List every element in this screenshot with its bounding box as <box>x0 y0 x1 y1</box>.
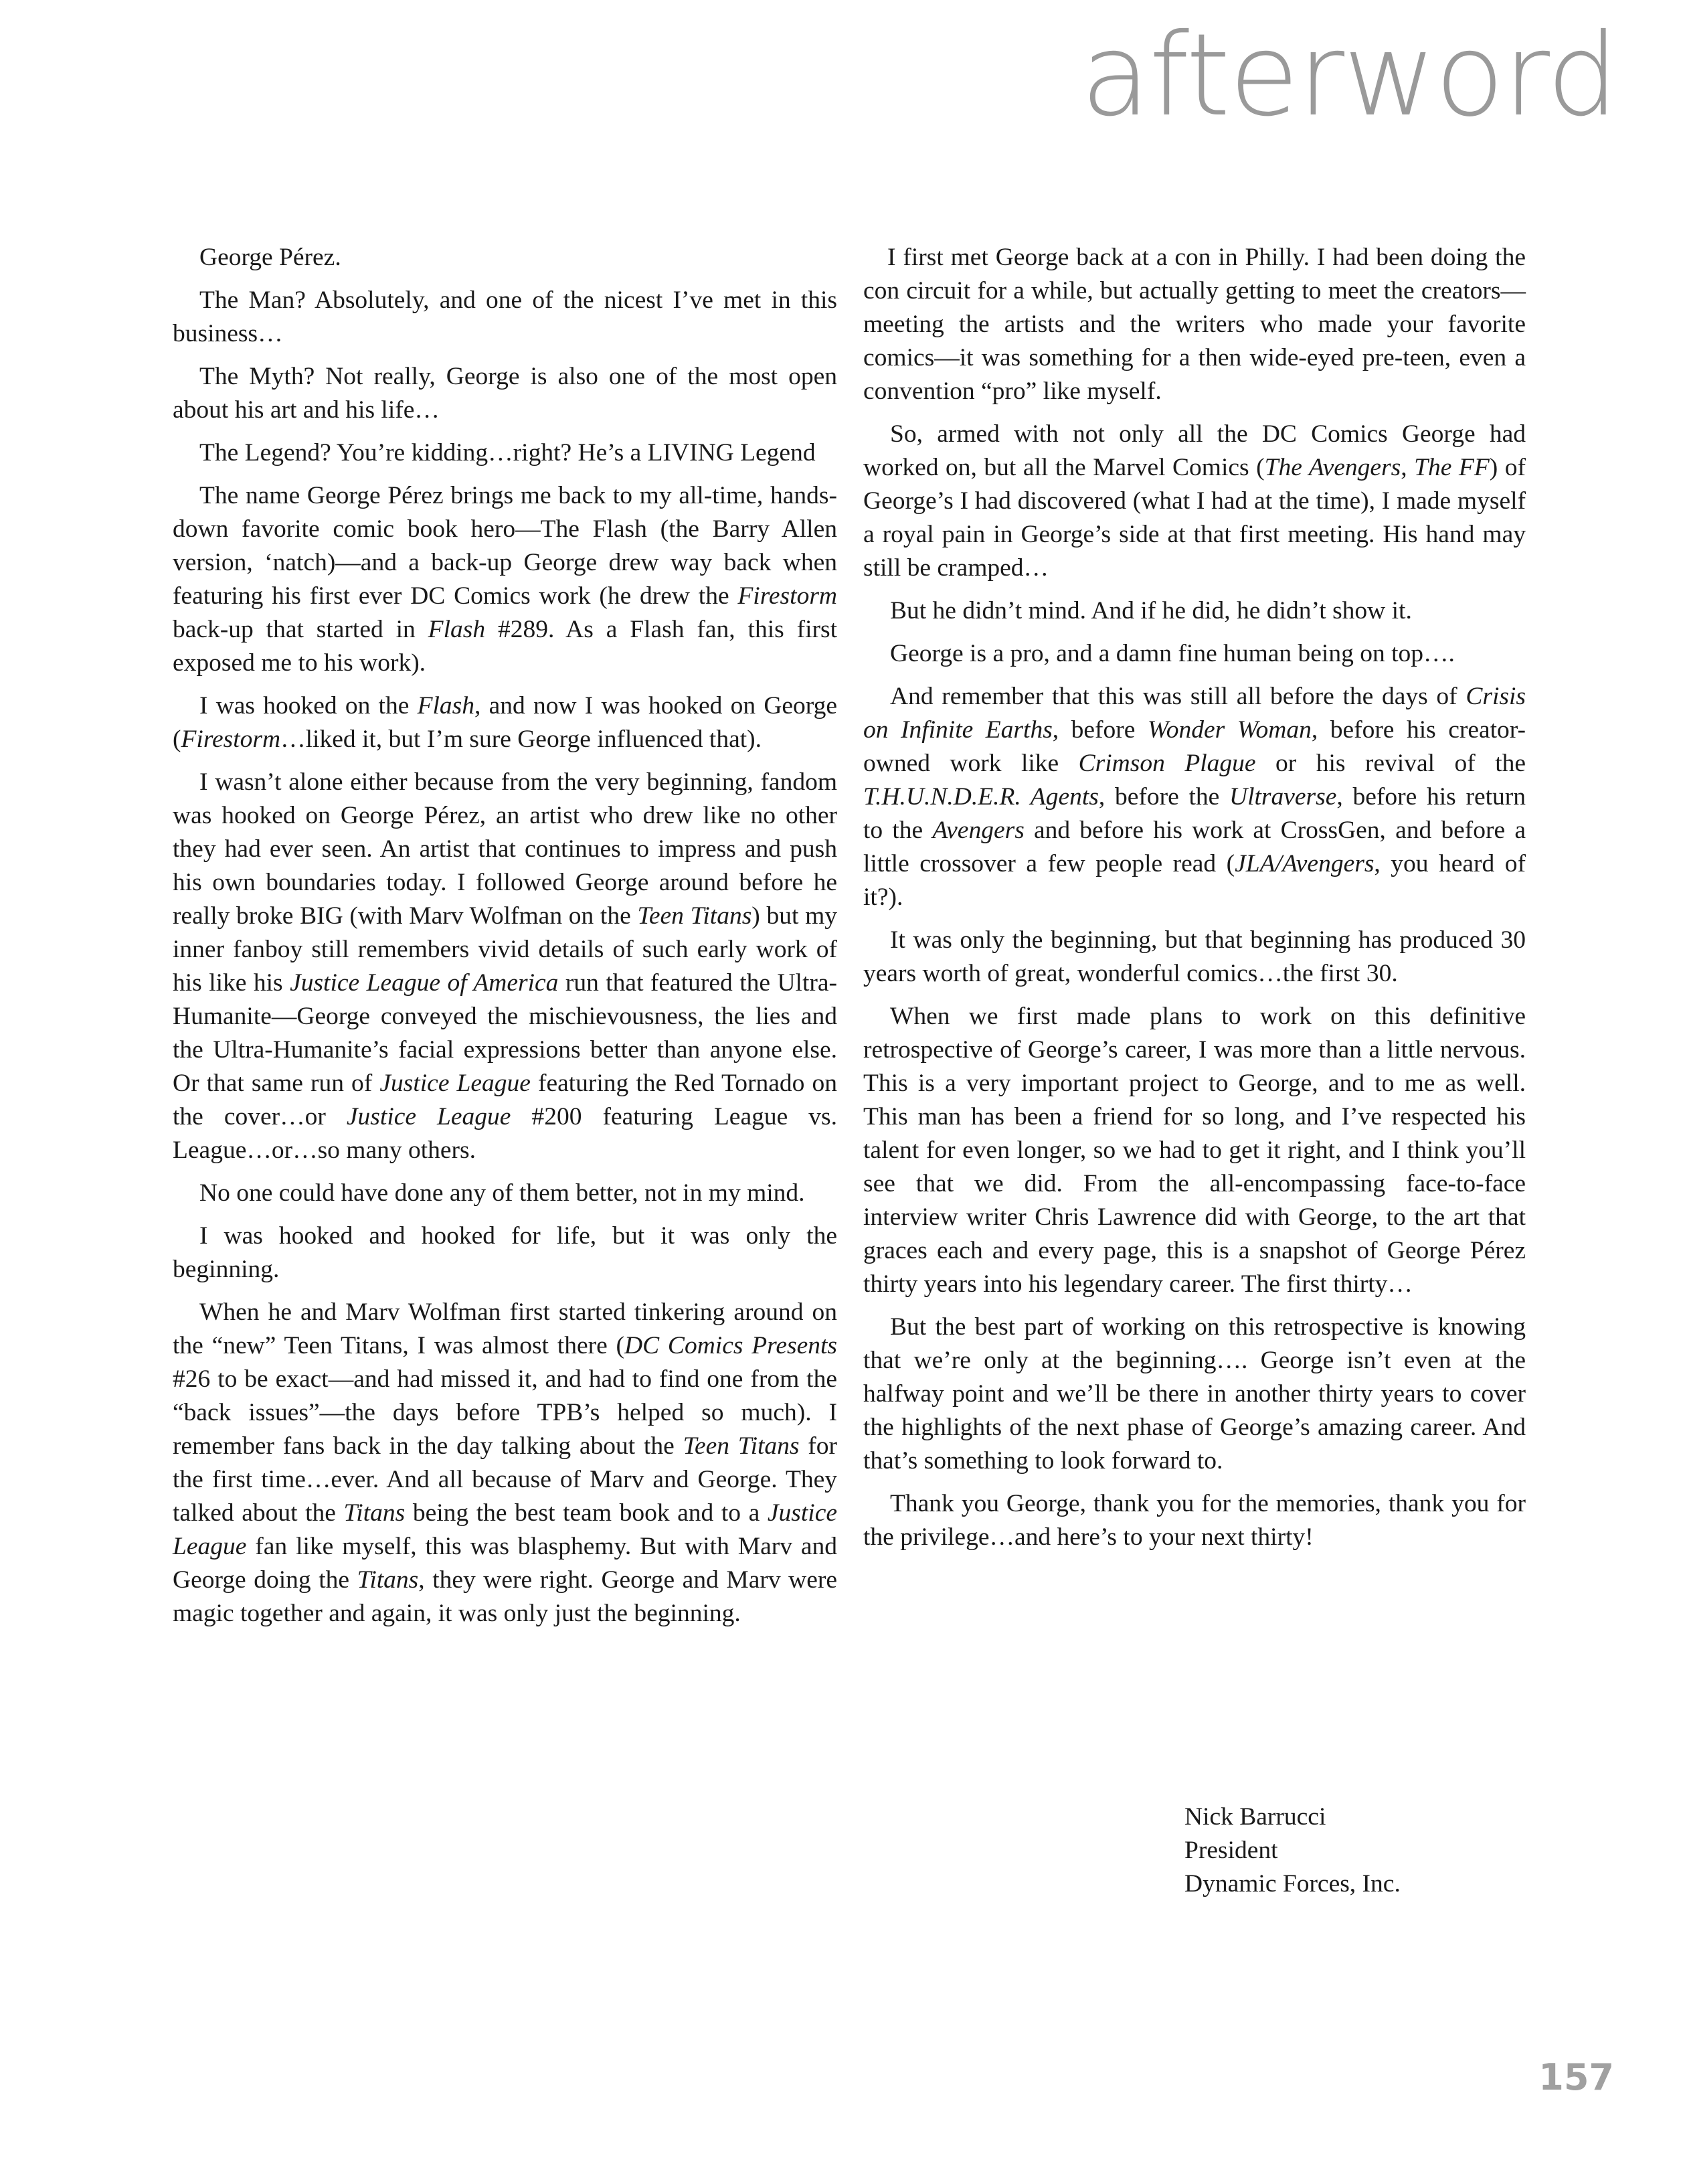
section-title: afterword <box>1080 9 1617 142</box>
paragraph: The Myth? Not really, George is also one of the most open about his art and his life… <box>173 363 837 424</box>
paragraph: The Legend? You’re kidding…right? He’s a LIVING Legend <box>199 439 816 467</box>
paragraph: But he didn’t mind. And if he did, he didn’t show it. <box>890 597 1412 624</box>
signature-title: President <box>1184 1837 1278 1864</box>
paragraph: When he and Marv Wolfman first started tinkering around on the “new” Teen Titans, I was almost there (DC Comics Presents #26 to be exact—and had missed it, and had to find one from the “back issues”—the days before TPB’s helped so much). I remember fans back in the day talking about the Teen Titans for the first time…ever. And all because of Marv and George. They talked about the Titans being the best team book and to a Justice League fan like myself, this was blasphemy. But with Marv and George doing the Titans, they were right. George and Marv were magic together and again, it was only just the beginning. <box>173 1298 838 1627</box>
paragraph: I was hooked on the Flash, and now I was hooked on George (Firestorm…liked it, but I’m sure George influenced that). <box>173 692 838 753</box>
paragraph: I was hooked and hooked for life, but it was only the beginning. <box>173 1222 837 1283</box>
right-column <box>863 241 1526 1564</box>
paragraph: Thank you George, thank you for the memories, thank you for the privilege…and here’s to your next thirty! <box>863 1490 1526 1551</box>
paragraph: George is a pro, and a damn fine human being on top…. <box>890 640 1455 667</box>
paragraph: It was only the beginning, but that beginning has produced 30 years worth of great, wonderful comics…the first 30. <box>863 926 1526 987</box>
paragraph: When we first made plans to work on this definitive retrospective of George’s career, I was more than a little nervous. This is a very important project to George, and to me as well. This man has been a friend for so long, and I’ve respected his talent for even longer, so we had to get it right, and I think you’ll see that we did. From the all-encompassing face-to-face interview writer Chris Lawrence did with George, to the art that graces each and every page, this is a snapshot of George Pérez thirty years into his legendary career. The first thirty… <box>863 1003 1526 1298</box>
paragraph: I first met George back at a con in Philly. I had been doing the con circuit for a while, but actually getting to meet the creators—meeting the artists and the writers who made your favorite comics—it was something for a then wide-eyed pre-teen, even a convention “pro” like myself. <box>863 244 1526 405</box>
signature-company: Dynamic Forces, Inc. <box>1184 1870 1401 1898</box>
page-number: 157 <box>1538 2056 1614 2098</box>
paragraph: The Man? Absolutely, and one of the nicest I’ve met in this business… <box>173 286 837 347</box>
paragraph: I wasn’t alone either because from the very beginning, fandom was hooked on George Pérez, an artist who drew like no other they had ever seen. An artist that continues to impress and push his own boundaries today. I followed George around before he really broke BIG (with Marv Wolfman on the Teen Titans) but my inner fanboy still remembers vivid details of such early work of his like his Justice League of America run that featured the Ultra-Humanite—George conveyed the mischievousness, the lies and the Ultra-Humanite’s facial expressions better than anyone else. Or that same run of Justice League featuring the Red Tornado on the cover…or Justice League #200 featuring League vs. League…or…so many others. <box>173 768 837 1164</box>
paragraph: So, armed with not only all the DC Comics George had worked on, but all the Marvel Comics (The Avengers, The FF) of George’s I had discovered (what I had at the time), I made myself a royal pain in George’s side at that first meeting. His hand may still be cramped… <box>863 420 1526 582</box>
paragraph: The name George Pérez brings me back to my all-time, hands-down favorite comic book hero—The Flash (the Barry Allen version, ‘natch)—and a back-up George drew way back when featuring his first ever DC Comics work (he drew the Firestorm back-up that started in Flash #289. As a Flash fan, this first exposed me to his work). <box>173 482 838 677</box>
paragraph: George Pérez. <box>199 244 341 271</box>
signature-block <box>1184 1800 1401 1901</box>
signature-name: Nick Barrucci <box>1184 1803 1326 1831</box>
paragraph: But the best part of working on this retrospective is knowing that we’re only at the beginning…. George isn’t even at the halfway point and we’ll be there in another thirty years to cover the highlights of the next phase of George’s amazing career. And that’s something to look forward to. <box>863 1313 1526 1475</box>
left-column <box>173 241 837 1640</box>
paragraph: And remember that this was still all before the days of Crisis on Infinite Earths, before Wonder Woman, before his creator-owned work like Crimson Plague or his revival of the T.H.U.N.D.E.R. Agents, before the Ultraverse, before his return to the Avengers and before his work at CrossGen, and before a little crossover a few people read (JLA/Avengers, you heard of it?). <box>863 683 1526 911</box>
paragraph: No one could have done any of them better, not in my mind. <box>199 1179 805 1207</box>
